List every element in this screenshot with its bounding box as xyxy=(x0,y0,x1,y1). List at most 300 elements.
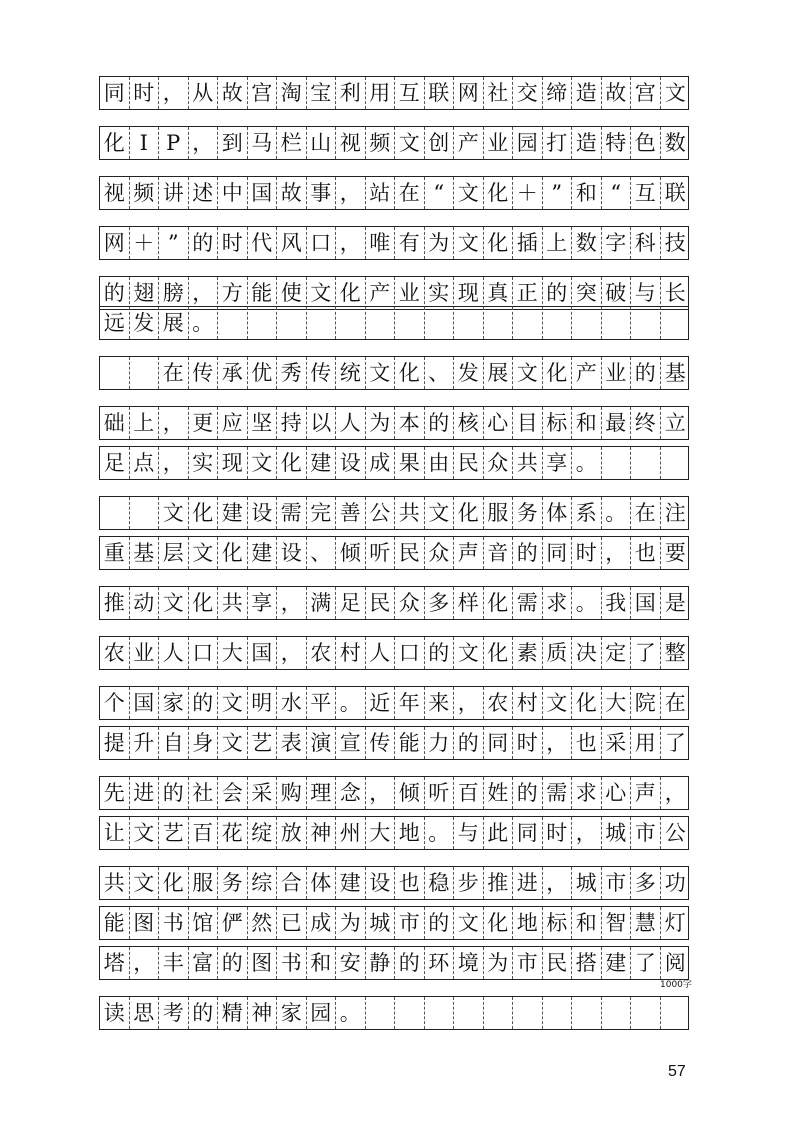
grid-cell: 文 xyxy=(664,80,686,105)
grid-cell: 文 xyxy=(130,817,160,849)
grid-cell: 民 xyxy=(454,447,484,479)
grid-cell: 共 xyxy=(395,497,425,529)
grid-cell: 业 xyxy=(395,277,425,309)
grid-cell: 注 xyxy=(664,500,686,525)
grid-cell: 化 xyxy=(189,587,219,619)
grid-cell xyxy=(395,307,425,339)
grid-cell: 大 xyxy=(218,637,248,669)
grid-row xyxy=(99,446,689,480)
grid-cell: 多 xyxy=(631,867,661,899)
grid-row xyxy=(99,126,689,160)
grid-cell: 的 xyxy=(454,727,484,759)
grid-cell: 俨 xyxy=(218,907,248,939)
grid-cell: 为 xyxy=(484,947,514,979)
grid-cell xyxy=(395,997,425,1029)
grid-cell: ， xyxy=(159,407,189,439)
grid-cell: 文 xyxy=(454,177,484,209)
grid-cell: 持 xyxy=(277,407,307,439)
grid-cell: 方 xyxy=(218,277,248,309)
grid-cell: 馆 xyxy=(189,907,219,939)
grid-cell xyxy=(484,997,514,1029)
grid-cell: 技 xyxy=(664,230,686,255)
grid-cell: 文 xyxy=(454,907,484,939)
grid-cell: 城 xyxy=(572,867,602,899)
grid-cell xyxy=(661,447,691,479)
grid-cell: 坚 xyxy=(248,407,278,439)
grid-cell: 享 xyxy=(543,447,573,479)
grid-cell: 膀 xyxy=(159,277,189,309)
grid-cell: 视 xyxy=(336,127,366,159)
page-number: 57 xyxy=(668,1063,686,1080)
grid-cell xyxy=(366,997,396,1029)
grid-cell: 民 xyxy=(543,947,573,979)
grid-cell: 足 xyxy=(100,447,130,479)
grid-cell: 网 xyxy=(454,77,484,109)
grid-cell: 书 xyxy=(159,907,189,939)
grid-cell: 化 xyxy=(572,687,602,719)
grid-cell: 静 xyxy=(366,947,396,979)
grid-cell: 满 xyxy=(307,587,337,619)
grid-cell: ， xyxy=(366,777,396,809)
grid-cell xyxy=(454,997,484,1029)
grid-cell: 安 xyxy=(336,947,366,979)
grid-cell: ， xyxy=(454,687,484,719)
grid-cell: 业 xyxy=(484,127,514,159)
grid-cell: 州 xyxy=(336,817,366,849)
grid-cell: 互 xyxy=(395,77,425,109)
grid-cell: 联 xyxy=(425,77,455,109)
grid-row xyxy=(99,946,689,980)
grid-cell: 明 xyxy=(248,687,278,719)
grid-cell: 站 xyxy=(366,177,396,209)
grid-cell: 百 xyxy=(454,777,484,809)
grid-cell: 多 xyxy=(425,587,455,619)
grid-cell: 升 xyxy=(130,727,160,759)
grid-cell: 点 xyxy=(130,447,160,479)
grid-cell: 在 xyxy=(664,690,686,715)
grid-cell: 素 xyxy=(513,637,543,669)
grid-cell: 的 xyxy=(189,687,219,719)
grid-cell: 搭 xyxy=(572,947,602,979)
grid-cell: ， xyxy=(336,227,366,259)
grid-cell: 文 xyxy=(218,687,248,719)
grid-cell: 了 xyxy=(631,637,661,669)
grid-cell: 的 xyxy=(513,537,543,569)
grid-cell: 求 xyxy=(572,777,602,809)
grid-cell: 为 xyxy=(425,227,455,259)
grid-cell: 富 xyxy=(189,947,219,979)
grid-cell: 采 xyxy=(602,727,632,759)
grid-cell: 共 xyxy=(513,447,543,479)
grid-row xyxy=(99,406,689,440)
grid-cell: 在 xyxy=(395,177,425,209)
grid-cell: I xyxy=(130,127,160,159)
grid-cell: 需 xyxy=(277,497,307,529)
grid-cell xyxy=(661,307,691,339)
grid-cell: 大 xyxy=(366,817,396,849)
grid-cell: 使 xyxy=(277,277,307,309)
grid-cell: 和 xyxy=(307,947,337,979)
grid-cell: 与 xyxy=(631,277,661,309)
grid-cell: 正 xyxy=(513,277,543,309)
grid-cell: ” xyxy=(159,227,189,259)
grid-cell: 淘 xyxy=(277,77,307,109)
grid-cell: 思 xyxy=(130,997,160,1029)
grid-cell xyxy=(602,997,632,1029)
grid-cell: 的 xyxy=(425,907,455,939)
grid-cell: 的 xyxy=(189,997,219,1029)
grid-cell: 、 xyxy=(425,357,455,389)
grid-cell: 色 xyxy=(631,127,661,159)
grid-cell: 缔 xyxy=(543,77,573,109)
grid-cell: 创 xyxy=(425,127,455,159)
grid-cell: 系 xyxy=(572,497,602,529)
grid-cell: 合 xyxy=(277,867,307,899)
grid-cell: 平 xyxy=(307,687,337,719)
grid-cell: 建 xyxy=(336,867,366,899)
grid-cell: 。 xyxy=(336,687,366,719)
grid-cell: 大 xyxy=(602,687,632,719)
grid-cell: 山 xyxy=(307,127,337,159)
grid-cell: 公 xyxy=(366,497,396,529)
grid-cell: 稳 xyxy=(425,867,455,899)
grid-cell: 务 xyxy=(218,867,248,899)
grid-row xyxy=(99,776,689,810)
grid-cell: 业 xyxy=(130,637,160,669)
grid-cell xyxy=(307,307,337,339)
grid-cell: 和 xyxy=(572,177,602,209)
grid-cell: 也 xyxy=(395,867,425,899)
grid-cell: 力 xyxy=(425,727,455,759)
grid-cell: ， xyxy=(189,277,219,309)
grid-cell: 立 xyxy=(664,410,686,435)
grid-cell: 村 xyxy=(336,637,366,669)
grid-cell: 公 xyxy=(664,820,686,845)
grid-cell: 展 xyxy=(159,307,189,339)
grid-cell: 产 xyxy=(454,127,484,159)
grid-cell: 和 xyxy=(572,407,602,439)
grid-cell: 民 xyxy=(395,537,425,569)
grid-cell: 国 xyxy=(631,587,661,619)
grid-cell: 服 xyxy=(189,867,219,899)
grid-cell: 进 xyxy=(130,777,160,809)
grid-cell: 心 xyxy=(484,407,514,439)
grid-cell: 样 xyxy=(454,587,484,619)
grid-cell: 文 xyxy=(189,537,219,569)
grid-cell: 。 xyxy=(336,997,366,1029)
grid-cell xyxy=(130,497,160,529)
grid-cell: 设 xyxy=(248,497,278,529)
grid-cell: 心 xyxy=(602,777,632,809)
grid-cell: 服 xyxy=(484,497,514,529)
grid-cell: 核 xyxy=(454,407,484,439)
grid-cell: 提 xyxy=(100,727,130,759)
grid-cell: 先 xyxy=(100,777,130,809)
grid-cell: 时 xyxy=(218,227,248,259)
grid-cell: 设 xyxy=(277,537,307,569)
word-count-label: 1000字 xyxy=(660,980,692,990)
grid-cell: 故 xyxy=(602,77,632,109)
grid-cell: 联 xyxy=(664,180,686,205)
grid-cell: 发 xyxy=(454,357,484,389)
grid-cell: 打 xyxy=(543,127,573,159)
grid-cell: 家 xyxy=(277,997,307,1029)
grid-cell: 神 xyxy=(248,997,278,1029)
grid-cell xyxy=(572,997,602,1029)
grid-cell: 传 xyxy=(189,357,219,389)
grid-cell: 村 xyxy=(513,687,543,719)
grid-cell: 然 xyxy=(248,907,278,939)
grid-cell: 需 xyxy=(543,777,573,809)
grid-cell: 化 xyxy=(336,277,366,309)
grid-cell: 的 xyxy=(100,277,130,309)
grid-cell: 人 xyxy=(336,407,366,439)
grid-cell: 基 xyxy=(664,360,686,385)
grid-cell: 化 xyxy=(484,177,514,209)
grid-cell: 社 xyxy=(189,777,219,809)
grid-cell: 承 xyxy=(218,357,248,389)
grid-cell: 果 xyxy=(395,447,425,479)
grid-cell: 利 xyxy=(336,77,366,109)
grid-cell: 的 xyxy=(631,357,661,389)
grid-cell xyxy=(130,357,160,389)
grid-cell: 造 xyxy=(572,127,602,159)
grid-cell: ， xyxy=(130,947,160,979)
grid-cell: 市 xyxy=(395,907,425,939)
grid-cell: 灯 xyxy=(664,910,686,935)
grid-cell: 化 xyxy=(395,357,425,389)
grid-cell: 功 xyxy=(664,870,686,895)
grid-cell: 时 xyxy=(130,77,160,109)
grid-cell: 远 xyxy=(100,307,130,339)
grid-cell: 需 xyxy=(513,587,543,619)
grid-cell: 实 xyxy=(189,447,219,479)
grid-cell: 现 xyxy=(218,447,248,479)
grid-cell: 重 xyxy=(100,537,130,569)
grid-cell: 建 xyxy=(218,497,248,529)
grid-cell: 互 xyxy=(631,177,661,209)
grid-cell: 频 xyxy=(366,127,396,159)
grid-cell: 秀 xyxy=(277,357,307,389)
grid-cell: 。 xyxy=(189,307,219,339)
grid-cell: 此 xyxy=(484,817,514,849)
grid-cell xyxy=(100,357,130,389)
grid-cell: 听 xyxy=(366,537,396,569)
grid-cell: 设 xyxy=(366,867,396,899)
grid-cell: 终 xyxy=(631,407,661,439)
grid-cell: 宫 xyxy=(631,77,661,109)
grid-cell: 能 xyxy=(100,907,130,939)
grid-cell: 文 xyxy=(543,687,573,719)
grid-cell: 标 xyxy=(543,407,573,439)
grid-cell: 化 xyxy=(454,497,484,529)
grid-cell: 化 xyxy=(484,637,514,669)
grid-cell xyxy=(513,997,543,1029)
grid-cell: 最 xyxy=(602,407,632,439)
grid-cell: 建 xyxy=(248,537,278,569)
grid-cell: 突 xyxy=(572,277,602,309)
grid-cell: 享 xyxy=(248,587,278,619)
grid-cell: 神 xyxy=(307,817,337,849)
grid-cell xyxy=(277,307,307,339)
grid-cell: 善 xyxy=(336,497,366,529)
grid-cell: 科 xyxy=(631,227,661,259)
grid-cell: 时 xyxy=(543,817,573,849)
grid-cell: 年 xyxy=(395,687,425,719)
grid-cell: 。 xyxy=(425,817,455,849)
grid-cell: 文 xyxy=(307,277,337,309)
grid-cell: 文 xyxy=(425,497,455,529)
grid-cell: 城 xyxy=(366,907,396,939)
grid-cell: 定 xyxy=(602,637,632,669)
grid-cell: 口 xyxy=(395,637,425,669)
grid-cell: 音 xyxy=(484,537,514,569)
grid-cell: 来 xyxy=(425,687,455,719)
grid-cell: ， xyxy=(602,537,632,569)
grid-cell: 决 xyxy=(572,637,602,669)
grid-cell: 建 xyxy=(307,447,337,479)
grid-cell: 风 xyxy=(277,227,307,259)
grid-cell: “ xyxy=(425,177,455,209)
grid-cell: 化 xyxy=(484,587,514,619)
grid-cell: 已 xyxy=(277,907,307,939)
grid-cell xyxy=(218,307,248,339)
grid-cell: 丰 xyxy=(159,947,189,979)
grid-cell xyxy=(425,307,455,339)
grid-cell: 个 xyxy=(100,687,130,719)
grid-cell: 塔 xyxy=(100,947,130,979)
grid-cell: 网 xyxy=(100,227,130,259)
grid-cell: 演 xyxy=(307,727,337,759)
grid-row xyxy=(99,226,689,260)
grid-cell: 市 xyxy=(602,867,632,899)
grid-cell: 人 xyxy=(159,637,189,669)
grid-cell: 环 xyxy=(425,947,455,979)
grid-cell: 同 xyxy=(100,77,130,109)
grid-cell: ” xyxy=(543,177,573,209)
grid-row xyxy=(99,536,689,570)
grid-cell: 数 xyxy=(572,227,602,259)
grid-cell: 阅 xyxy=(664,950,686,975)
grid-cell: 考 xyxy=(159,997,189,1029)
grid-cell: 事 xyxy=(307,177,337,209)
grid-cell: 产 xyxy=(572,357,602,389)
grid-cell: 文 xyxy=(248,447,278,479)
grid-cell: 整 xyxy=(664,640,686,665)
grid-cell: ， xyxy=(572,817,602,849)
grid-cell: 口 xyxy=(307,227,337,259)
grid-cell xyxy=(248,307,278,339)
grid-row xyxy=(99,176,689,210)
grid-cell: 字 xyxy=(602,227,632,259)
grid-cell: 更 xyxy=(189,407,219,439)
grid-cell: ， xyxy=(336,177,366,209)
grid-cell: 会 xyxy=(218,777,248,809)
grid-cell: 倾 xyxy=(336,537,366,569)
grid-cell: 为 xyxy=(366,407,396,439)
grid-cell: 文 xyxy=(454,227,484,259)
grid-cell: ， xyxy=(543,867,573,899)
grid-cell: ， xyxy=(277,587,307,619)
grid-cell: 在 xyxy=(159,357,189,389)
grid-cell: 也 xyxy=(631,537,661,569)
grid-cell: 身 xyxy=(189,727,219,759)
grid-cell: P xyxy=(159,127,189,159)
grid-cell: 艺 xyxy=(159,817,189,849)
grid-cell: 城 xyxy=(602,817,632,849)
grid-cell: 本 xyxy=(395,407,425,439)
grid-cell: 栏 xyxy=(277,127,307,159)
grid-cell: 的 xyxy=(425,407,455,439)
grid-cell: 图 xyxy=(248,947,278,979)
grid-cell xyxy=(631,997,661,1029)
grid-cell: 口 xyxy=(189,637,219,669)
grid-cell: 图 xyxy=(130,907,160,939)
grid-cell: 地 xyxy=(395,817,425,849)
grid-cell: 成 xyxy=(366,447,396,479)
grid-cell: 标 xyxy=(543,907,573,939)
grid-cell: 宝 xyxy=(307,77,337,109)
grid-cell: 水 xyxy=(277,687,307,719)
grid-cell: 园 xyxy=(513,127,543,159)
grid-cell: 众 xyxy=(395,587,425,619)
grid-cell: 动 xyxy=(130,587,160,619)
grid-cell: 读 xyxy=(100,997,130,1029)
grid-cell xyxy=(366,307,396,339)
grid-cell: 交 xyxy=(513,77,543,109)
grid-cell: 故 xyxy=(277,177,307,209)
grid-row xyxy=(99,686,689,720)
grid-cell: 国 xyxy=(130,687,160,719)
grid-cell: 园 xyxy=(307,997,337,1029)
grid-cell: 农 xyxy=(484,687,514,719)
grid-cell xyxy=(100,497,130,529)
grid-cell: 文 xyxy=(454,637,484,669)
grid-cell xyxy=(484,307,514,339)
grid-cell: 与 xyxy=(454,817,484,849)
grid-cell: 述 xyxy=(189,177,219,209)
grid-cell: 视 xyxy=(100,177,130,209)
grid-cell: 。 xyxy=(572,587,602,619)
grid-row xyxy=(99,636,689,670)
grid-cell: 同 xyxy=(484,727,514,759)
grid-cell xyxy=(543,997,573,1029)
grid-cell: 代 xyxy=(248,227,278,259)
grid-cell xyxy=(454,307,484,339)
grid-cell: 市 xyxy=(513,947,543,979)
grid-row xyxy=(99,996,689,1030)
grid-cell: 的 xyxy=(543,277,573,309)
grid-cell: 国 xyxy=(248,177,278,209)
grid-cell: 上 xyxy=(130,407,160,439)
grid-cell: 插 xyxy=(513,227,543,259)
grid-cell: 质 xyxy=(543,637,573,669)
grid-cell: 破 xyxy=(602,277,632,309)
grid-cell: 社 xyxy=(484,77,514,109)
grid-cell: 文 xyxy=(366,357,396,389)
grid-cell xyxy=(602,447,632,479)
grid-cell: ＋ xyxy=(513,177,543,209)
grid-cell: 同 xyxy=(513,817,543,849)
grid-cell: 推 xyxy=(100,587,130,619)
grid-cell: 实 xyxy=(425,277,455,309)
grid-cell: 业 xyxy=(602,357,632,389)
grid-cell xyxy=(572,307,602,339)
grid-cell: 的 xyxy=(395,947,425,979)
grid-cell: 了 xyxy=(664,730,686,755)
grid-cell: 建 xyxy=(602,947,632,979)
grid-cell: 在 xyxy=(631,497,661,529)
